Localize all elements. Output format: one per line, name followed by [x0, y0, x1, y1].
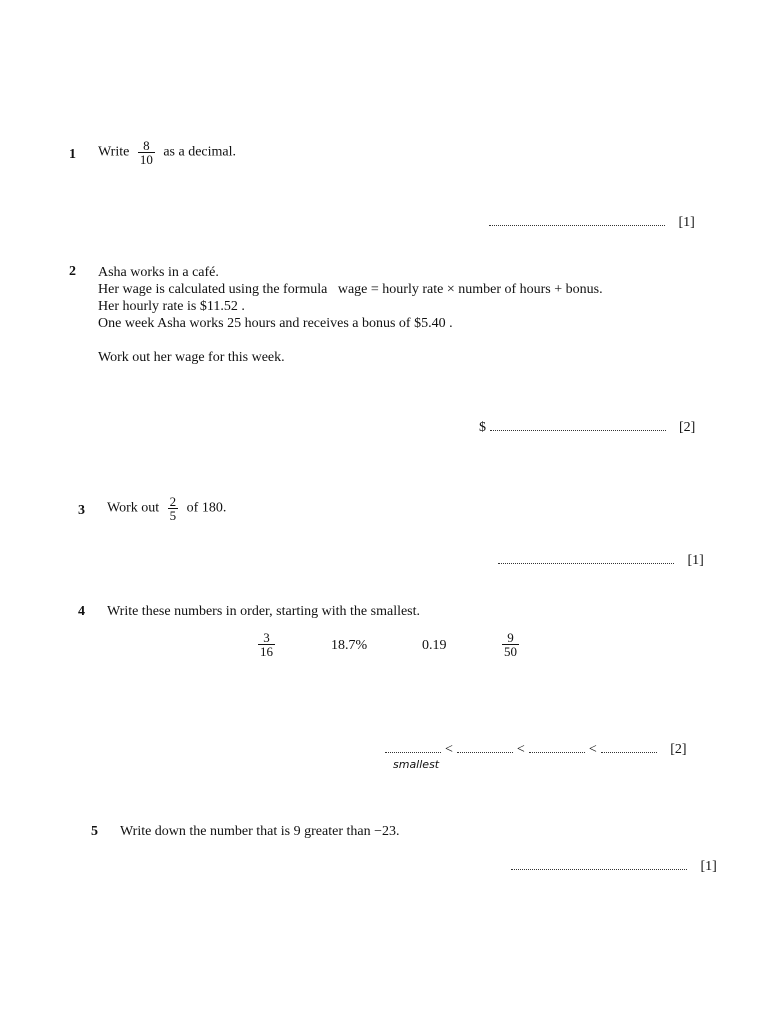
answer-line: [498, 552, 704, 569]
answer-dots: [490, 419, 666, 431]
answer-dots: [529, 741, 585, 753]
q3-post-text: of 180.: [186, 500, 227, 516]
number-item: 0.19: [422, 638, 447, 653]
answer-line: [511, 858, 717, 875]
fraction-numerator: 3: [258, 631, 275, 645]
q3-pre-text: Work out: [107, 500, 160, 516]
number-item: [502, 631, 519, 658]
answer-dots: [511, 858, 687, 870]
question-number: 1: [69, 147, 76, 162]
fraction-numerator: 8: [138, 139, 155, 153]
question-number: 5: [91, 824, 98, 839]
less-than-sign: <: [445, 742, 453, 757]
marks-label: [1]: [678, 215, 695, 230]
answer-dots: [385, 741, 441, 753]
q2-line: Asha works in a café.: [98, 265, 219, 280]
fraction: [502, 631, 519, 658]
q2-line: Her hourly rate is $11.52 .: [98, 299, 245, 314]
q1-pre-text: Write: [98, 144, 130, 160]
fraction: [138, 139, 155, 166]
marks-label: [2]: [670, 742, 687, 757]
question-text: Write down the number that is 9 greater than −23.: [120, 824, 400, 839]
q2-instruction: Work out her wage for this week.: [98, 350, 285, 365]
q1-post-text: as a decimal.: [163, 144, 236, 160]
question-number: 4: [78, 604, 85, 619]
less-than-sign: <: [516, 742, 525, 757]
answer-dots: [489, 214, 665, 226]
fraction-denominator: 10: [139, 152, 153, 167]
answer-line: [489, 214, 695, 231]
fraction-denominator: 5: [169, 508, 177, 523]
currency-prefix: $: [479, 420, 486, 435]
fraction-denominator: 50: [504, 644, 517, 659]
fraction-denominator: 16: [260, 644, 273, 659]
fraction-numerator: 9: [502, 631, 519, 645]
question-number: 3: [78, 503, 85, 518]
question-text: Write these numbers in order, starting with the smallest.: [107, 604, 421, 619]
number-item: [258, 631, 275, 658]
marks-label: [2]: [679, 420, 696, 435]
q2-line: One week Asha works 25 hours and receives a bonus of $5.40 .: [98, 316, 453, 331]
question-text: [98, 264, 603, 366]
q2-line: Her wage is calculated using the formula wage = hourly rate × number of hours + bonus.: [98, 282, 603, 297]
answer-dots: [457, 741, 513, 753]
answer-dots: [498, 552, 674, 564]
less-than-sign: <: [588, 742, 597, 757]
marks-label: [1]: [687, 553, 704, 568]
answer-dots: [601, 741, 657, 753]
fraction: [168, 495, 179, 522]
marks-label: [1]: [700, 859, 717, 874]
fraction: [258, 631, 275, 658]
question-number: 2: [69, 264, 76, 279]
answer-line: [479, 419, 695, 436]
question-text: [98, 139, 236, 166]
ordering-answer-line: [385, 741, 687, 758]
question-text: [107, 495, 226, 522]
smallest-label: smallest: [393, 758, 440, 771]
fraction-numerator: 2: [169, 494, 177, 509]
number-item: 18.7%: [331, 638, 368, 653]
